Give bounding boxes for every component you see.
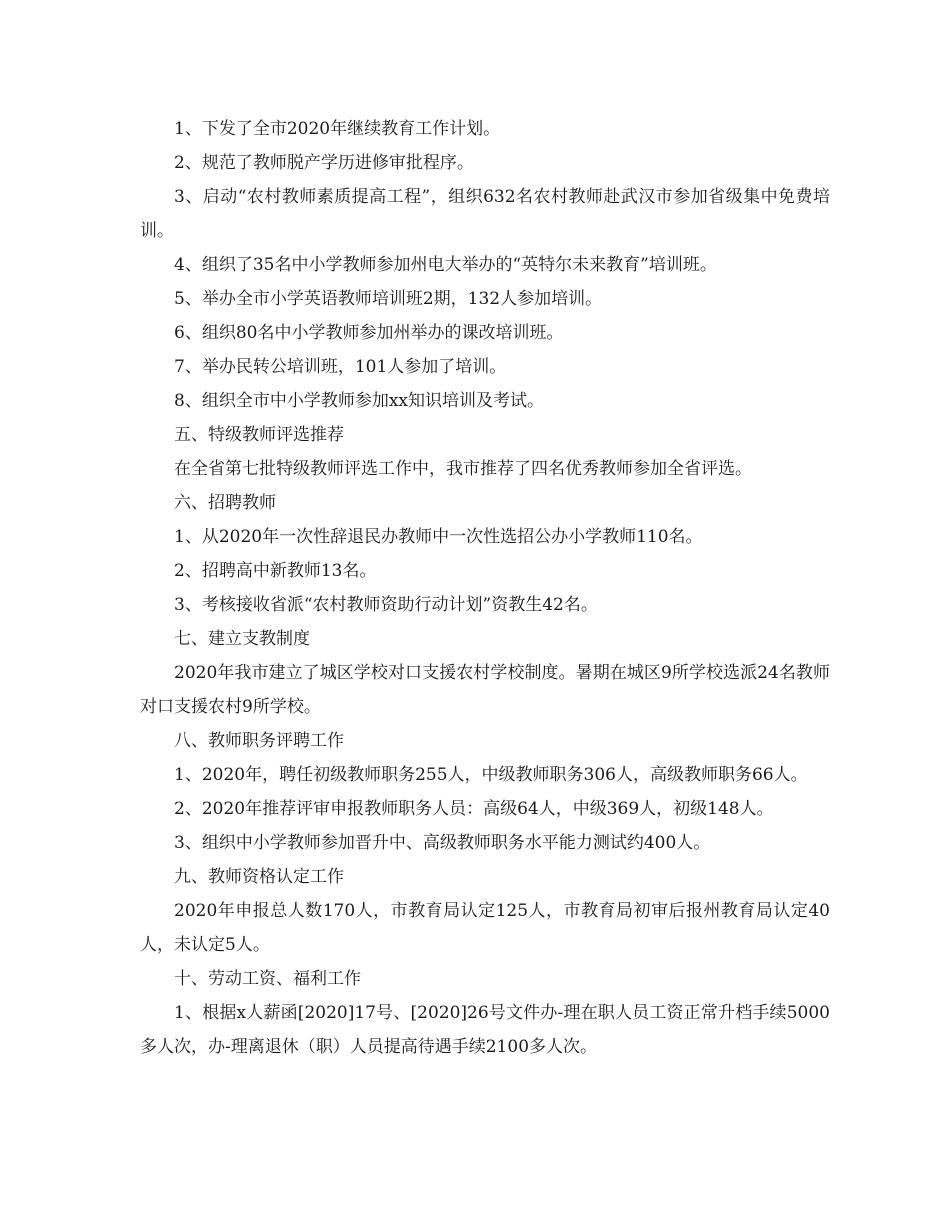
document-body bbox=[140, 112, 830, 1064]
paragraph-item-6: 6、组织80名中小学教师参加州举办的课改培训班。 bbox=[174, 323, 564, 343]
paragraph-text: 在全省第七批特级教师评选工作中，我市推荐了四名优秀教师参加全省评选。 bbox=[174, 459, 752, 479]
section-heading-5: 五、特级教师评选推荐 bbox=[174, 425, 344, 445]
paragraph-item-4: 4、组织了35名中小学教师参加州电大举办的“英特尔未来教育”培训班。 bbox=[174, 255, 717, 275]
paragraph-item: 3、考核接收省派“农村教师资助行动计划”资教生42名。 bbox=[174, 595, 598, 615]
paragraph-item: 1、2020年，聘任初级教师职务255人，中级教师职务306人，高级教师职务66人。 bbox=[174, 765, 808, 785]
section-heading-7: 七、建立支教制度 bbox=[174, 629, 310, 649]
paragraph-item-7: 7、举办民转公培训班，101人参加了培训。 bbox=[174, 357, 507, 377]
paragraph-item-3: 3、启动“农村教师素质提高工程”，组织632名农村教师赴武汉市参加省级集中免费培训。 bbox=[140, 187, 830, 241]
section-heading-9: 九、教师资格认定工作 bbox=[174, 867, 344, 887]
paragraph-item: 3、组织中小学教师参加晋升中、高级教师职务水平能力测试约400人。 bbox=[174, 833, 711, 853]
paragraph-item: 1、根据x人薪函[2020]17号、[2020]26号文件办-理在职人员工资正常升档手续5000多人次，办-理离退休（职）人员提高待遇手续2100多人次。 bbox=[140, 1003, 830, 1057]
paragraph-item-2: 2、规范了教师脱产学历进修审批程序。 bbox=[174, 153, 474, 173]
paragraph-text: 2020年申报总人数170人，市教育局认定125人，市教育局初审后报州教育局认定40人，未认定5人。 bbox=[140, 901, 830, 955]
paragraph-item: 2、2020年推荐评审申报教师职务人员：高级64人，中级369人，初级148人。 bbox=[174, 799, 774, 819]
paragraph-item: 1、从2020年一次性辞退民办教师中一次性选招公办小学教师110名。 bbox=[174, 527, 703, 547]
section-heading-8: 八、教师职务评聘工作 bbox=[174, 731, 344, 751]
section-heading-6: 六、招聘教师 bbox=[174, 493, 276, 513]
paragraph-item-1: 1、下发了全市2020年继续教育工作计划。 bbox=[174, 119, 501, 139]
paragraph-item-8: 8、组织全市中小学教师参加xx知识培训及考试。 bbox=[174, 391, 544, 411]
paragraph-text: 2020年我市建立了城区学校对口支援农村学校制度。暑期在城区9所学校选派24名教师对口支援农村9所学校。 bbox=[140, 663, 830, 717]
paragraph-item: 2、招聘高中新教师13名。 bbox=[174, 561, 377, 581]
paragraph-item-5: 5、举办全市小学英语教师培训班2期，132人参加培训。 bbox=[174, 289, 603, 309]
section-heading-10: 十、劳动工资、福利工作 bbox=[174, 969, 361, 989]
